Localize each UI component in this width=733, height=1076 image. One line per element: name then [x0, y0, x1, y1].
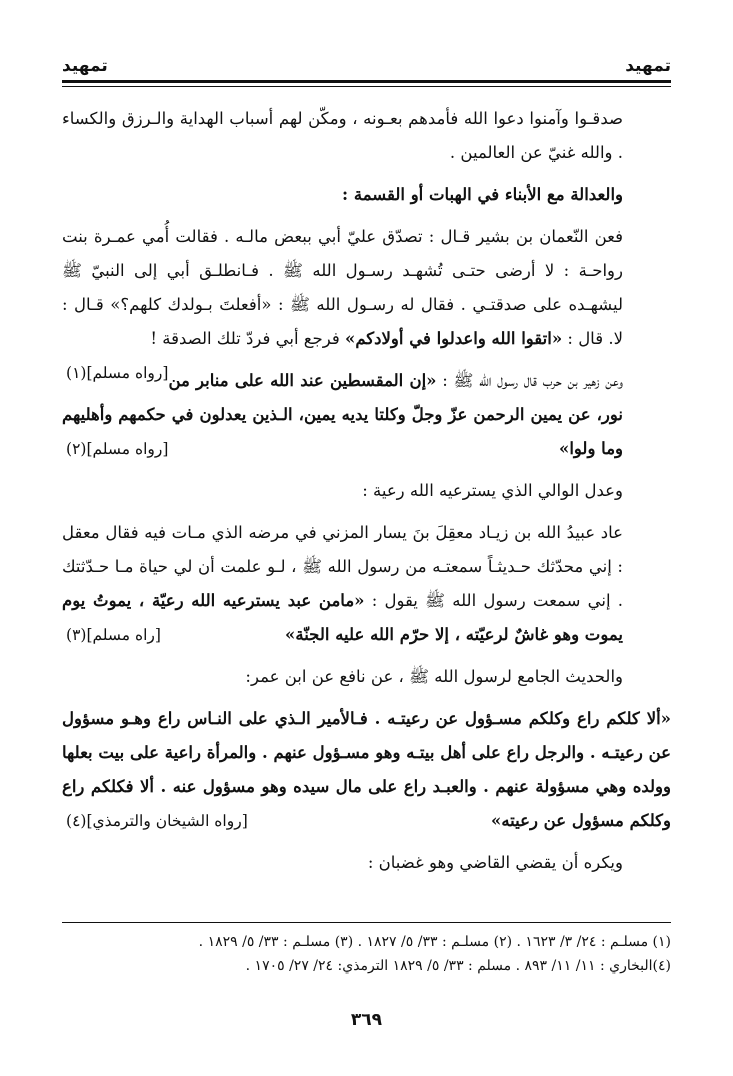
section-heading-ruler: وعدل الوالي الذي يسترعيه الله رعية :: [362, 481, 623, 500]
citation-1: [رواه مسلم](١): [66, 364, 169, 382]
footnote-line-1: (١) مسلـم : ٢٤/ ٣/ ١٦٢٣ . (٢) مسلـم : ٣٣/ ٥/ ١٨٢٧ . (٣) مسلـم : ٣٣/ ٥/ ١٨٢٩ .: [198, 934, 671, 950]
citation-2: [رواه مسلم](٢): [66, 440, 169, 458]
numan-outcome: فرجع أبي فردّ تلك الصدقة !: [150, 329, 340, 348]
paragraph-1: صدقـوا وآمنوا دعوا الله فأمدهم بعـونه ، ومكّن لهم أسباب الهداية والـرزق والكساء . والله غنيّ عن العالمين .: [62, 109, 623, 162]
header-title-left: تمهيد: [62, 56, 108, 76]
paragraph-shepherd-hadith: [62, 702, 671, 838]
citation-4: [رواه الشيخان والترمذي](٤): [66, 812, 248, 830]
header-rule-thick: [62, 80, 671, 83]
zuhair-hadith-quote: «إن المقسطين عند الله على منابر من نور، عن يمين الرحمن عزّ وجلّ وكلتا يديه يمين، الـذين يعدلون في حكمهم وأهليهم وما ولوا»: [62, 371, 623, 458]
header-title-right: تمهيد: [625, 56, 671, 76]
citation-3: [راه مسلم](٣): [66, 626, 161, 644]
footnote-rule: [62, 922, 671, 923]
running-header: [62, 50, 671, 76]
numan-hadith-quote: «اتقوا الله واعدلوا في أولادكم»: [345, 329, 563, 348]
footnote-line-2: (٤)البخاري : ١١/ ١١/ ٨٩٣ . مسلم : ٣٣/ ٥/ ١٨٢٩ الترمذي: ٢٤/ ٢٧/ ١٧٠٥ .: [245, 958, 671, 974]
zuhair-intro: وعن زهير بن حرب قال رسول الله ﷺ :: [442, 371, 623, 390]
shepherd-hadith-quote: «ألا كلكم راع وكلكم مسـؤول عن رعيتـه . فـالأمير الـذي على النـاس راع وهـو مسؤول عن رعيتـه . والرجل راع على أهل بيتـه وهو مسـؤول عنهم . والمرأة راعية على بيت بعلها وولده وهي مسؤولة عنهم . والعبـد راع على مال سيده وهو مسؤول عنه . ألا فكلكم راع وكلكم مسؤول عن رعيته»: [62, 709, 671, 830]
section-heading-gifts: والعدالة مع الأبناء في الهبات أو القسمة :: [342, 185, 623, 204]
page-body: [62, 102, 671, 888]
footnotes: [62, 930, 671, 978]
paragraph-judge: ويكره أن يقضي القاضي وهو غضبان :: [367, 853, 623, 872]
header-rule-thin: [62, 86, 671, 87]
numan-narration: فعن النّعمان بن بشير قـال : تصدّق عليّ أبي ببعض مالـه . فقالت أُمي عمـرة بنت رواحـة : لا أرضى حتـى تُشهـد رسـول الله ﷺ . فـانطلـق أبي إلى النبيّ ﷺ ليشهـده على صدقتـي . فقال له رسـول الله ﷺ : «أفعلتَ بـولدك كلهم؟» قـال : لا. قال :: [62, 227, 623, 348]
maqil-hadith-quote: «مامن عبد يسترعيه الله رعيّة ، يموتُ يوم يموت وهو غاشٌ لرعيّته ، إلا حرّم الله عليه الجنّة»: [62, 591, 623, 644]
paragraph-maqil-hadith: [62, 516, 671, 652]
section-heading-comprehensive: والحديث الجامع لرسول الله ﷺ ، عن نافع عن ابن عمر:: [245, 667, 623, 686]
page-number: ٣٦٩: [350, 1010, 383, 1030]
maqil-narration: عاد عبيدُ الله بن زيـاد معقِلَ بنَ يسار المزني في مرضه الذي مـات فيه فقال معقل : إني محدّثك حـديثـاً سمعتـه من رسول الله ﷺ ، لـو علمت أن لي حياة مـا حـدّثتك . إني سمعت رسول الله ﷺ يقول :: [62, 523, 623, 610]
